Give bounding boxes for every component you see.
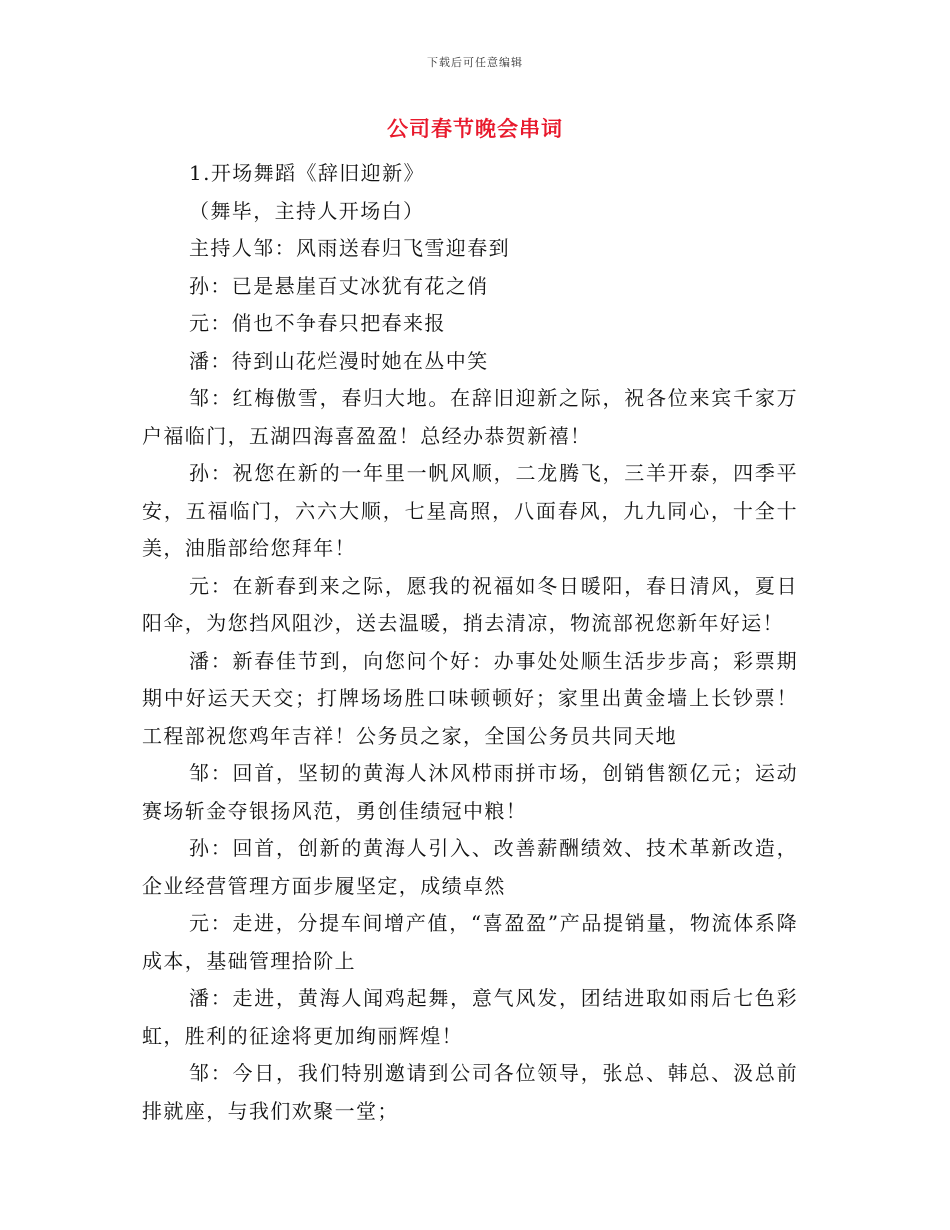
paragraph: 元：在新春到来之际，愿我的祝福如冬日暖阳，春日清风，夏日阳伞，为您挡风阻沙，送去温暖，捎去清凉，物流部祝您新年好运！ xyxy=(142,573,798,635)
paragraph: 孙：祝您在新的一年里一帆风顺，二龙腾飞，三羊开泰，四季平安，五福临门，六六大顺，七星高照，八面春风，九九同心，十全十美，油脂部给您拜年！ xyxy=(142,461,798,560)
paragraph: 潘：待到山花烂漫时她在丛中笑 xyxy=(189,348,489,373)
paragraph: （舞毕，主持人开场白） xyxy=(189,198,425,223)
paragraph: 邹：回首，坚韧的黄海人沐风栉雨拼市场，创销售额亿元；运动赛场斩金夺银扬风范，勇创佳绩冠中粮！ xyxy=(142,761,798,823)
paragraph: 孙：回首，创新的黄海人引入、改善薪酬绩效、技术革新改造，企业经营管理方面步履坚定，成绩卓然 xyxy=(142,836,798,898)
paragraph: 邹：红梅傲雪，春归大地。在辞旧迎新之际，祝各位来宾千家万户福临门，五湖四海喜盈盈！总经办恭贺新禧！ xyxy=(142,386,798,448)
header-note: 下载后可任意编辑 xyxy=(427,56,523,69)
paragraph: 元：走进，分提车间增产值，“喜盈盈”产品提销量，物流体系降成本，基础管理拾阶上 xyxy=(142,911,798,973)
paragraph: 主持人邹：风雨送春归飞雪迎春到 xyxy=(189,236,510,260)
paragraph: 孙：已是悬崖百丈冰犹有花之俏 xyxy=(189,273,489,298)
paragraph: 潘：新春佳节到，向您问个好：办事处处顺生活步步高；彩票期期中好运天天交；打牌场场胜口味顿顿好；家里出黄金墙上长钞票！工程部祝您鸡年吉祥！公务员之家，全国公务员共同天地 xyxy=(142,648,798,748)
document-body xyxy=(142,155,798,1130)
document-title: 公司春节晚会串词 xyxy=(387,116,563,141)
paragraph: 潘：走进，黄海人闻鸡起舞，意气风发，团结进取如雨后七色彩虹，胜利的征途将更加绚丽辉煌！ xyxy=(142,986,798,1048)
paragraph: 1.开场舞蹈《辞旧迎新》 xyxy=(189,161,425,185)
paragraph: 邹：今日，我们特别邀请到公司各位领导，张总、韩总、汲总前排就座，与我们欢聚一堂； xyxy=(142,1061,798,1123)
paragraph: 元：俏也不争春只把春来报 xyxy=(189,311,446,335)
